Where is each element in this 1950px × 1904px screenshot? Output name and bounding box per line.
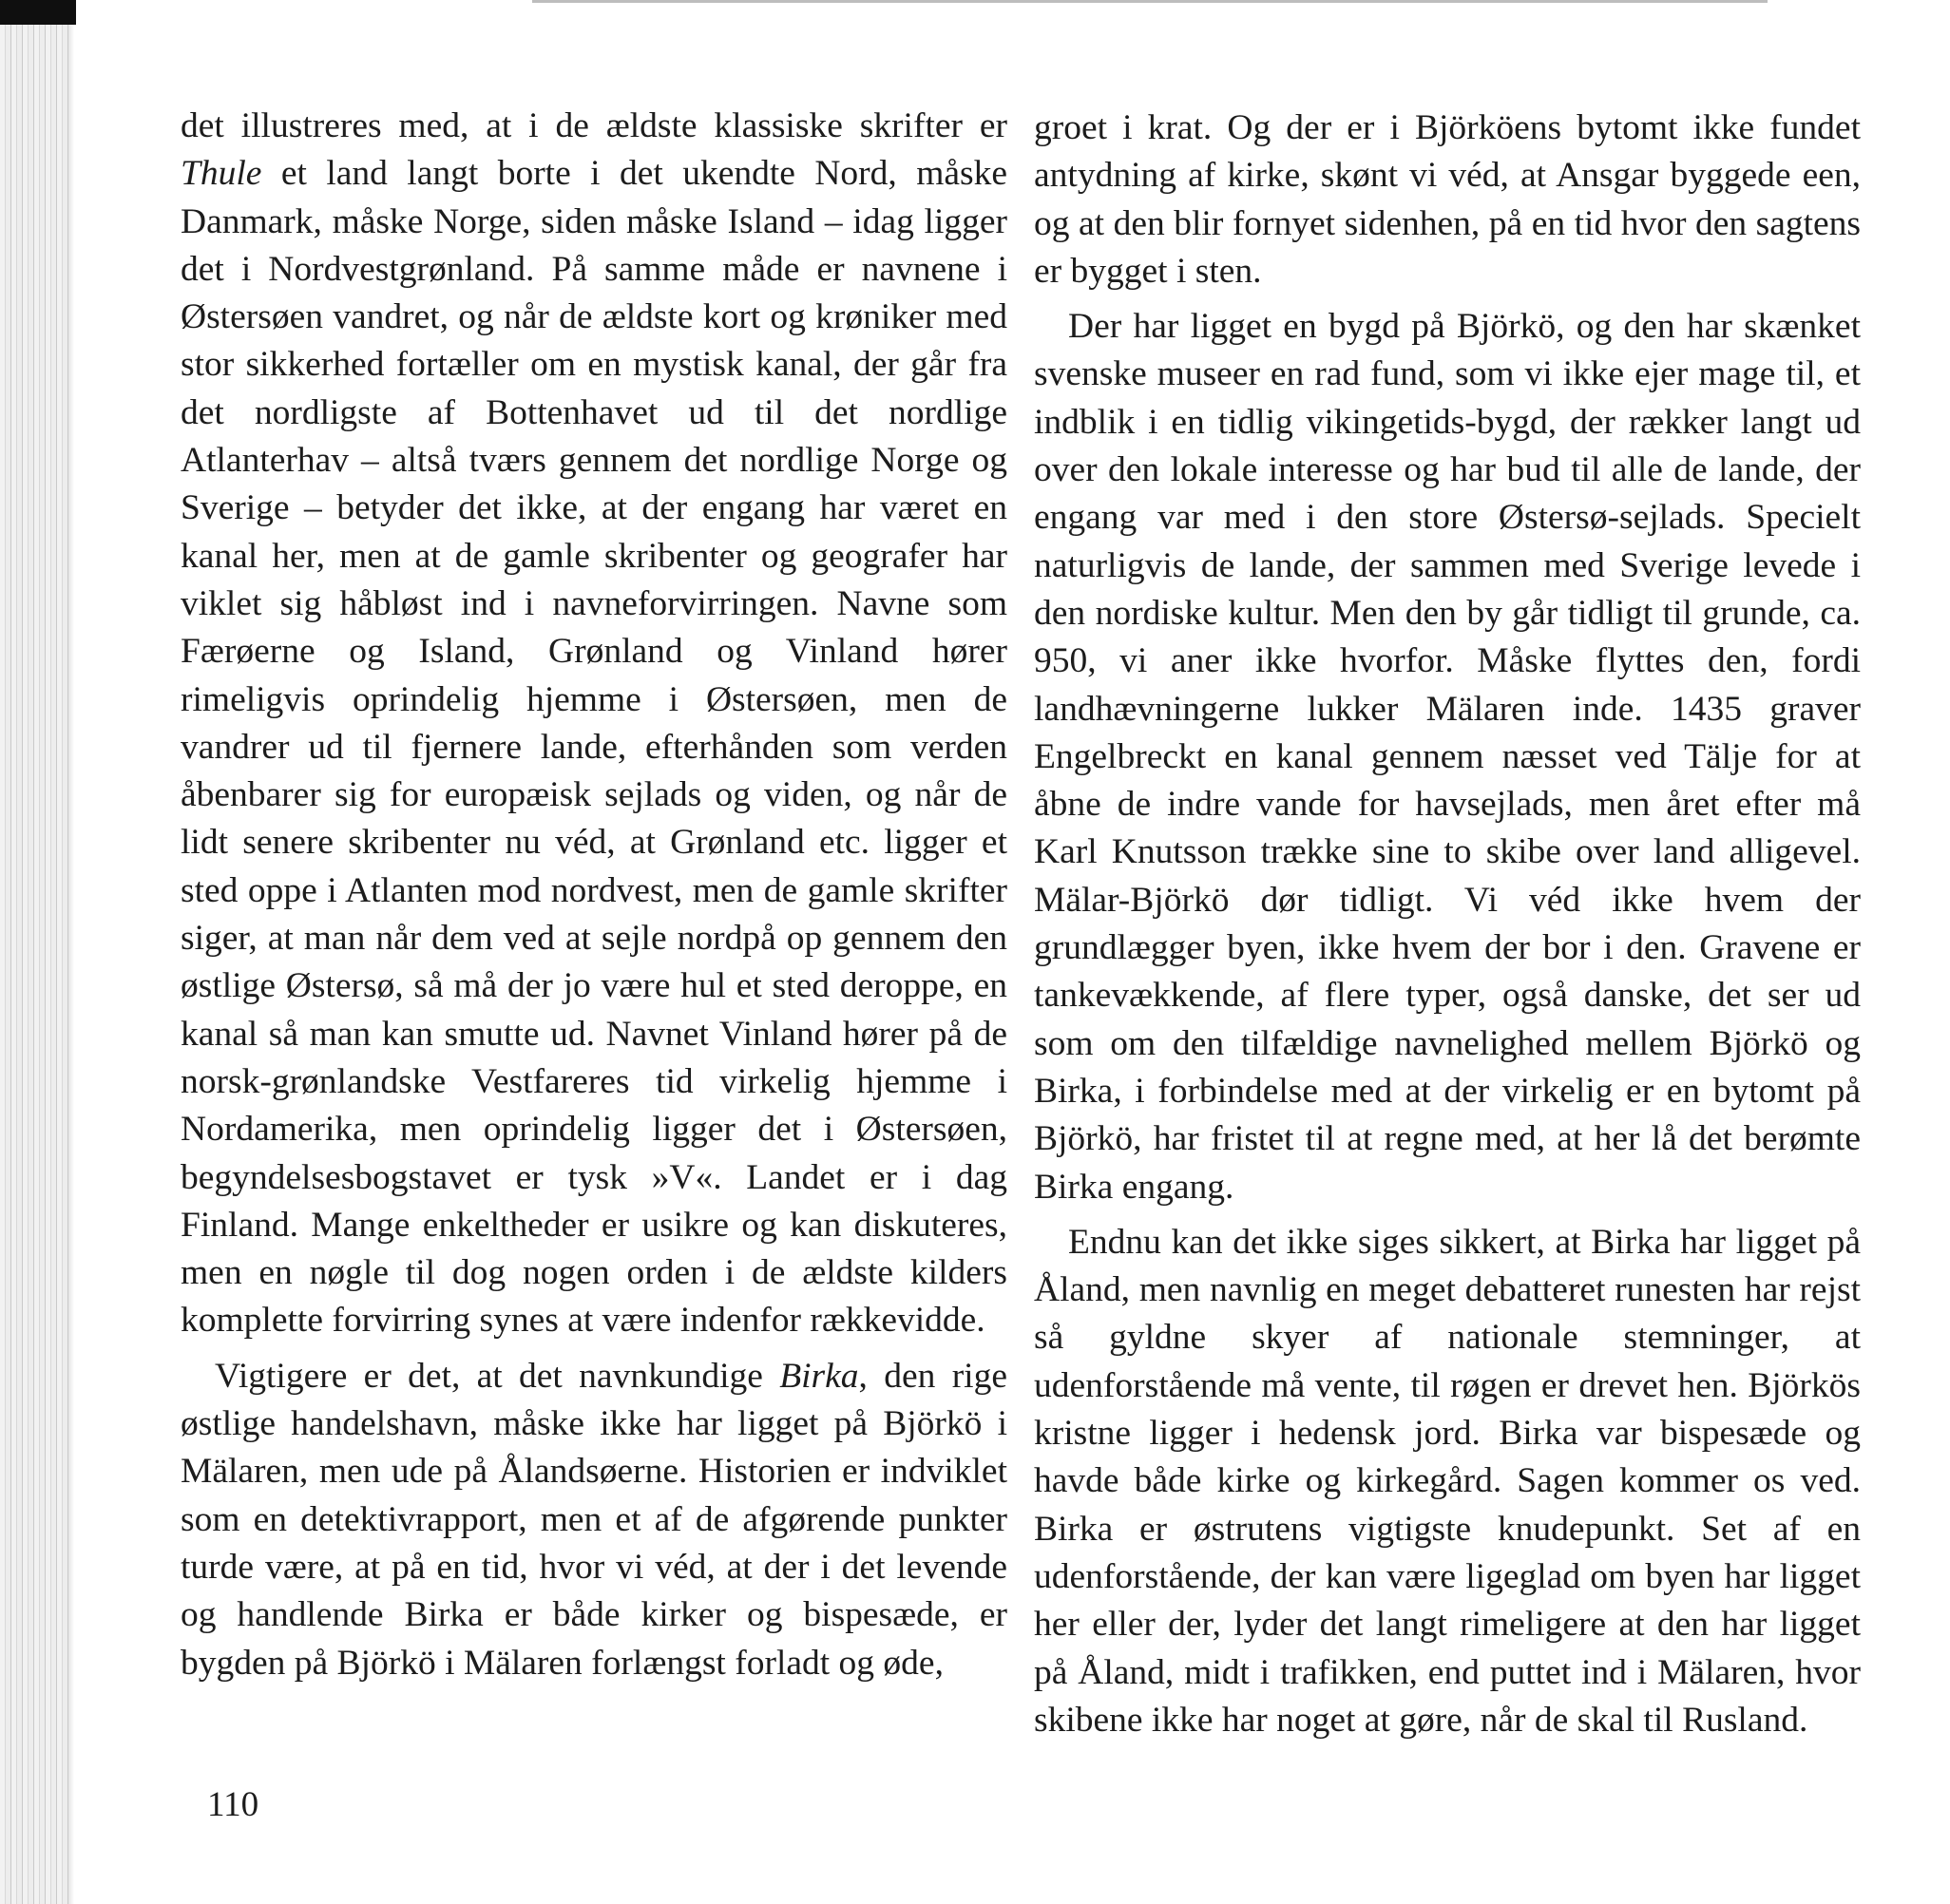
left-paragraph-2-text-a: Vigtigere er det, at det navnkundige — [215, 1356, 780, 1396]
italic-term-birka: Birka — [779, 1356, 859, 1396]
right-paragraph-2: Der har ligget en bygd på Björkö, og den har skænket svenske museer en rad fund, som vi ikke ejer mage til, et indblik i en tidlig vikingetids-bygd, der rækker langt ud over den lokale interesse og har bud til alle de lande, der engang var med i den store Østersø-sejlads. Specielt naturligvis de lande, der sammen med Sverige levede i den nordiske kultur. Men den by går tidligt til grunde, ca. 950, vi aner ikke hvorfor. Måske flyttes den, fordi landhævningerne lukker Mälaren inde. 1435 graver Engelbreckt en kanal gennem næsset ved Tälje for at åbne de indre vande for havsejlads, men året efter må Karl Knutsson trække sine to skibe over land alligevel. Mälar-Björkö dør tidligt. Vi véd ikke hvem der grundlægger byen, ikke hvem der bor i den. Gravene er tankevækkende, af flere typer, også danske, det ser ud som om den tilfældige navnelighed mellem Björkö og Birka, i forbindelse med at der virkelig er en bytomt på Björkö, har fristet til at regne med, at her lå det berømte Birka engang. — [1034, 307, 1861, 1207]
left-paragraph-2-text-b: , den rige østlige handelshavn, måske ikke har ligget på Björkö i Mälaren, men ude på Ålandsøerne. Historien er indviklet som en detektivrapport, men et af de afgørende punkter turde være, at på en tid, hvor vi véd, at der i det levende og handlende Birka er både kirker og bispesæde, er bygden på Björkö i Mälaren forlængst forladt og øde, — [181, 1356, 1007, 1683]
right-text-column — [1034, 105, 1861, 1744]
page-corner-shadow — [0, 0, 76, 25]
left-paragraph-1 — [181, 103, 1007, 1345]
right-paragraph-3: Endnu kan det ikke siges sikkert, at Birka har ligget på Åland, men navnlig en meget debatteret runesten har rejst så gyldne skyer af nationale stemninger, at udenforstående må vente, til røgen er drevet hen. Björkös kristne ligger i hedensk jord. Birka var bispesæde og havde både kirke og kirkegård. Sagen kommer os ved. Birka er østrutens vigtigste knudepunkt. Set af en udenforstående, der kan være ligeglad om byen har ligget her eller der, lyder det langt rimeligere at den har ligget på Åland, midt i trafikken, end puttet ind i Mälaren, hvor skibene ikke har noget at gøre, når de skal til Rusland. — [1034, 1222, 1861, 1740]
left-paragraph-2 — [181, 1353, 1007, 1687]
page-number: 110 — [207, 1785, 259, 1824]
book-spine-edge — [0, 25, 74, 1904]
italic-term-thule: Thule — [181, 154, 262, 194]
left-paragraph-1-text-a: det illustreres med, at i de ældste klassiske skrifter er — [181, 106, 1007, 145]
left-text-column — [181, 103, 1007, 1687]
right-paragraph-1: groet i krat. Og der er i Björköens bytomt ikke fundet antydning af kirke, skønt vi véd, at Ansgar byggede een, og at den blir fornyet sidenhen, på en tid hvor den sagtens er bygget i sten. — [1034, 108, 1861, 291]
top-page-edge — [532, 0, 1768, 3]
left-paragraph-1-text-b: et land langt borte i det ukendte Nord, måske Danmark, måske Norge, siden måske Island – idag ligger det i Nordvestgrønland. På samme måde er navnene i Østersøen vandret, og når de ældste kort og krøniker med stor sikkerhed fortæller om en mystisk kanal, der går fra det nordligste af Bottenhavet ud til det nordlige Atlanterhav – altså tværs gennem det nordlige Norge og Sverige – betyder det ikke, at der engang har været en kanal her, men at de gamle skribenter og geografer har viklet sig håbløst ind i navneforvirringen. Navne som Færøerne og Island, Grønland og Vinland hører rimeligvis oprindelig hjemme i Østersøen, men de vandrer ud til fjernere lande, efterhånden som verden åbenbarer sig for europæisk sejlads og viden, og når de lidt senere skribenter nu véd, at Grønland etc. ligger et sted oppe i Atlanten mod nordvest, men de gamle skrifter siger, at man når dem ved at sejle nordpå op gennem den østlige Østersø, så må der jo være hul et sted deroppe, en kanal så man kan smutte ud. Navnet Vinland hører på de norsk-grønlandske Vestfareres tid virkelig hjemme i Nordamerika, men oprindelig ligger det i Østersøen, begyndelsesbogstavet er tysk »V«. Landet er i dag Finland. Mange enkeltheder er usikre og kan diskuteres, men en nøgle til dog nogen orden i de ældste kilders komplette forvirring synes at være indenfor rækkevidde. — [181, 154, 1007, 1341]
